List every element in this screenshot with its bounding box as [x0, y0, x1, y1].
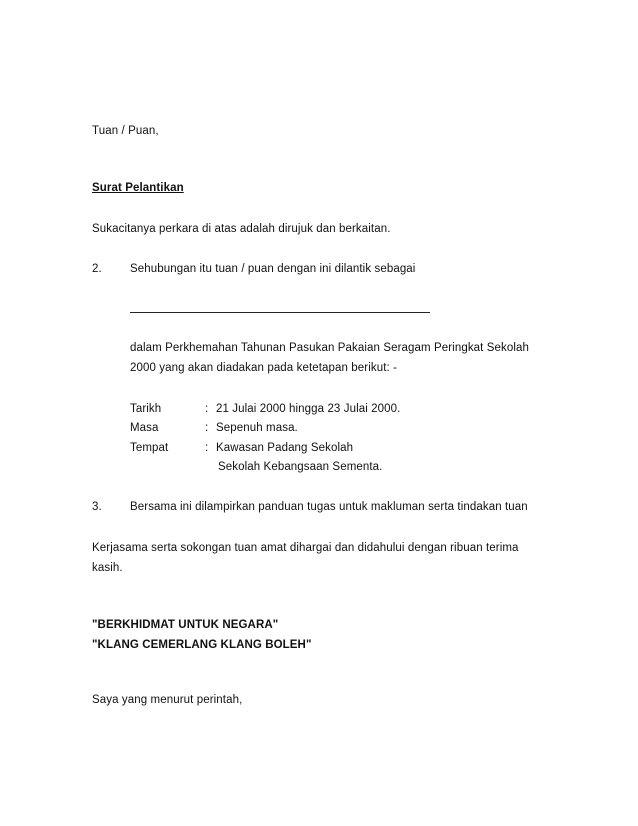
detail-label-place: Tempat: [130, 442, 169, 454]
position-blank-line: [130, 312, 430, 313]
signoff: Saya yang menurut perintah,: [92, 694, 243, 706]
detail-colon: :: [205, 403, 209, 415]
paragraph-2-line3: 2000 yang akan diadakan pada ketetapan berikut: -: [130, 362, 398, 374]
paragraph-2-number: 2.: [92, 263, 102, 275]
detail-colon: :: [205, 442, 209, 454]
paragraph-3-text: Bersama ini dilampirkan panduan tugas untuk makluman serta tindakan tuan: [130, 501, 528, 513]
detail-value-place-line2: Sekolah Kebangsaan Sementa.: [218, 461, 383, 473]
closing-line2: kasih.: [92, 562, 123, 574]
closing-line1: Kerjasama serta sokongan tuan amat dihargai dan didahului dengan ribuan terima: [92, 542, 519, 554]
paragraph-3-number: 3.: [92, 501, 102, 513]
detail-value-place: Kawasan Padang Sekolah: [216, 442, 354, 454]
intro-paragraph: Sukacitanya perkara di atas adalah dirujuk dan berkaitan.: [92, 223, 391, 235]
subject-heading: Surat Pelantikan: [92, 182, 184, 194]
detail-value-date: 21 Julai 2000 hingga 23 Julai 2000.: [216, 403, 401, 415]
detail-value-time: Sepenuh masa.: [216, 422, 298, 434]
detail-label-time: Masa: [130, 422, 159, 434]
motto-line1: "BERKHIDMAT UNTUK NEGARA": [92, 619, 279, 631]
paragraph-2-line1: Sehubungan itu tuan / puan dengan ini dilantik sebagai: [130, 263, 416, 275]
paragraph-2-line2: dalam Perkhemahan Tahunan Pasukan Pakaian Seragam Peringkat Sekolah: [130, 342, 530, 354]
detail-label-date: Tarikh: [130, 403, 162, 415]
detail-colon: :: [205, 422, 209, 434]
motto-line2: "KLANG CEMERLANG KLANG BOLEH": [92, 639, 312, 651]
salutation: Tuan / Puan,: [92, 125, 159, 137]
